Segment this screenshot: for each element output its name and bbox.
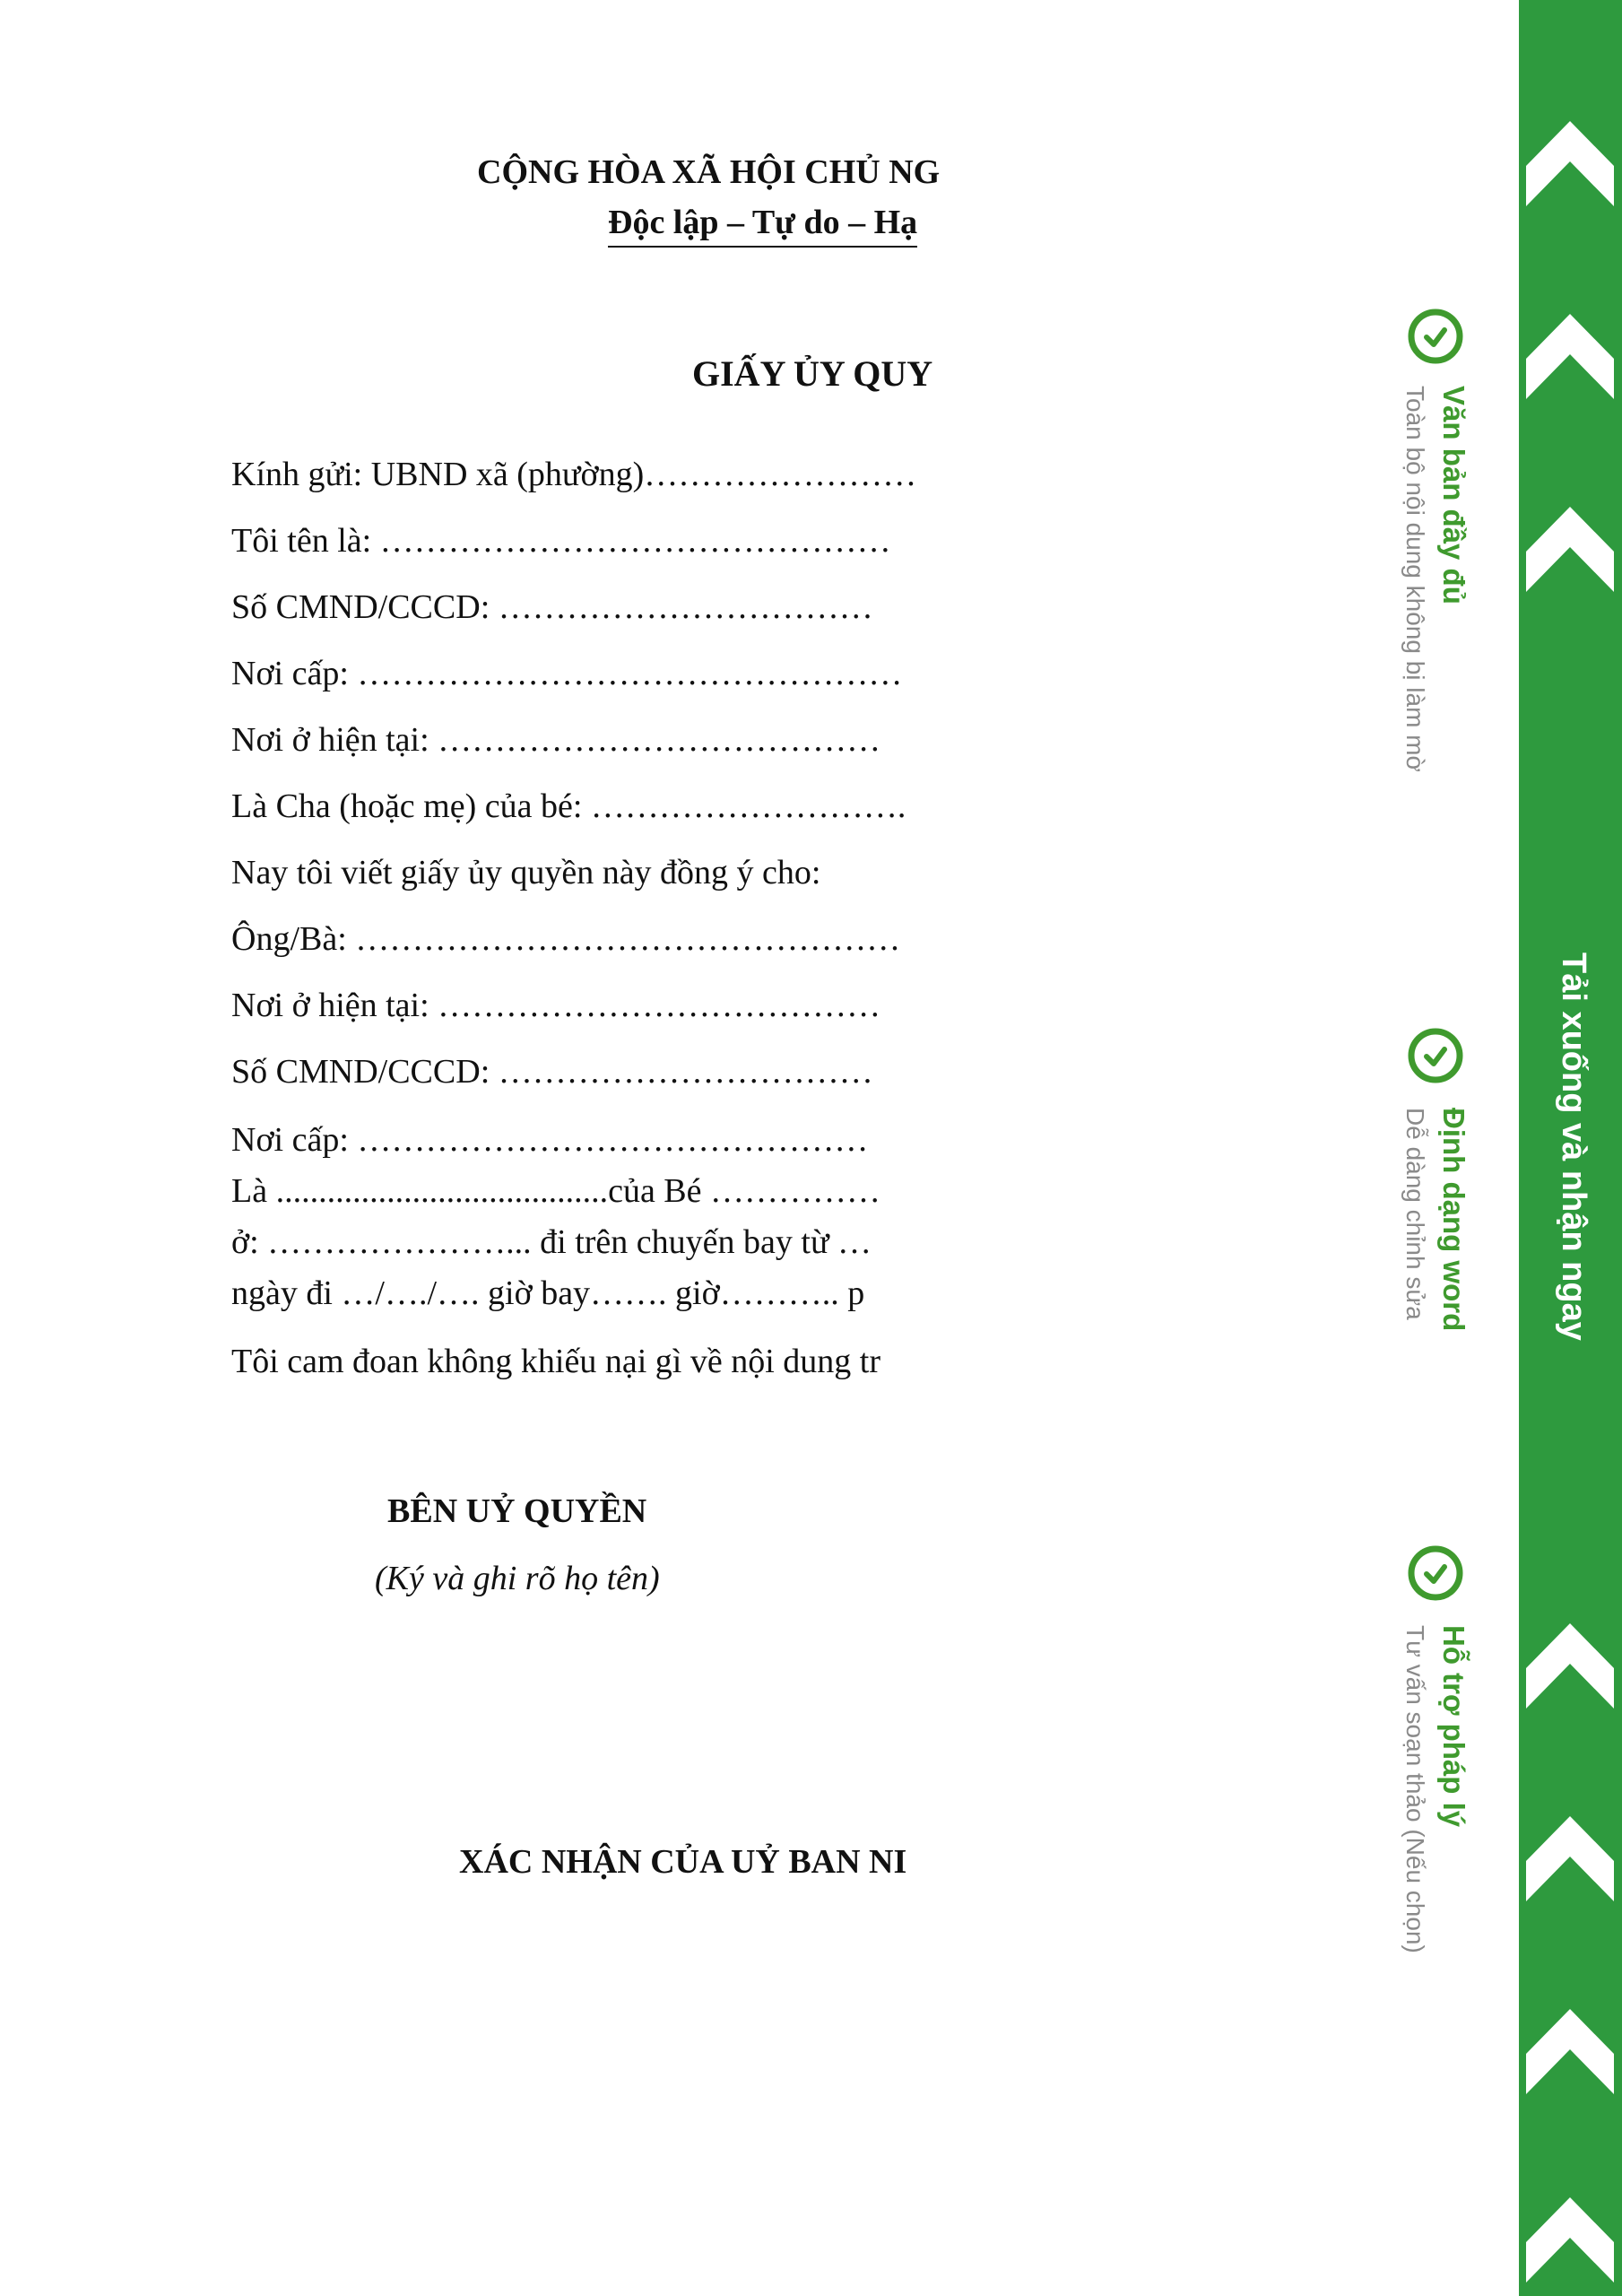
line-proxy-issue-place: Nơi cấp: ……………………………………… <box>231 1121 869 1159</box>
check-circle-icon <box>1407 308 1464 365</box>
national-motto: Độc lập – Tự do – Hạ <box>608 201 917 248</box>
check-circle-icon <box>1407 1544 1464 1602</box>
line-date: ngày đi …/…./…. giờ bay……. giờ……….. p <box>231 1274 865 1312</box>
line-relation: Là .......................................của Bé …………… <box>231 1172 881 1210</box>
confirmation-title: XÁC NHẬN CỦA UỶ BAN NI <box>459 1843 907 1881</box>
line-proxy-id: Số CMND/CCCD: …………………………… <box>231 1053 873 1091</box>
download-cta-band[interactable] <box>1519 0 1622 2296</box>
line-authorize-intro: Nay tôi viết giấy ủy quyền này đồng ý cho: <box>231 854 821 891</box>
line-addressee: Kính gửi: UBND xã (phường)…………………… <box>231 456 917 493</box>
line-parent-of: Là Cha (hoặc mẹ) của bé: ………………………. <box>231 787 906 825</box>
feature-word-format-title: Định dạng word <box>1437 1108 1470 1332</box>
signer-title: BÊN UỶ QUYỀN <box>387 1492 647 1530</box>
line-proxy-address: Nơi ở hiện tại: ………………………………… <box>231 987 881 1024</box>
download-promo-panel[interactable] <box>952 0 1622 2296</box>
feature-full-text-title: Văn bản đầy đủ <box>1437 386 1470 604</box>
download-cta-label[interactable]: Tải xuống và nhận ngay <box>1555 952 1592 1341</box>
line-issue-place: Nơi cấp: ………………………………………… <box>231 655 903 692</box>
line-name: Tôi tên là: ……………………………………… <box>231 522 891 560</box>
check-circle-icon <box>1407 1027 1464 1084</box>
line-flight: ở: …………………... đi trên chuyến bay từ … <box>231 1223 872 1261</box>
line-address: Nơi ở hiện tại: ………………………………… <box>231 721 881 759</box>
national-header: CỘNG HÒA XÃ HỘI CHỦ NG <box>477 153 941 191</box>
line-proxy-name: Ông/Bà: ………………………………………… <box>231 920 901 958</box>
feature-legal-support-subtitle: Tư vấn soạn thảo (Nếu chọn) <box>1401 1625 1429 1953</box>
feature-legal-support-title: Hỗ trợ pháp lý <box>1437 1625 1470 1828</box>
document-title: GIẤY ỦY QUY <box>692 353 933 394</box>
signer-note: (Ký và ghi rõ họ tên) <box>375 1560 660 1597</box>
line-id: Số CMND/CCCD: …………………………… <box>231 588 873 626</box>
line-commitment: Tôi cam đoan không khiếu nại gì về nội dung tr <box>231 1343 880 1380</box>
feature-full-text-subtitle: Toàn bộ nội dung không bị làm mờ <box>1401 386 1429 772</box>
feature-word-format-subtitle: Dễ dàng chỉnh sửa <box>1401 1108 1429 1320</box>
